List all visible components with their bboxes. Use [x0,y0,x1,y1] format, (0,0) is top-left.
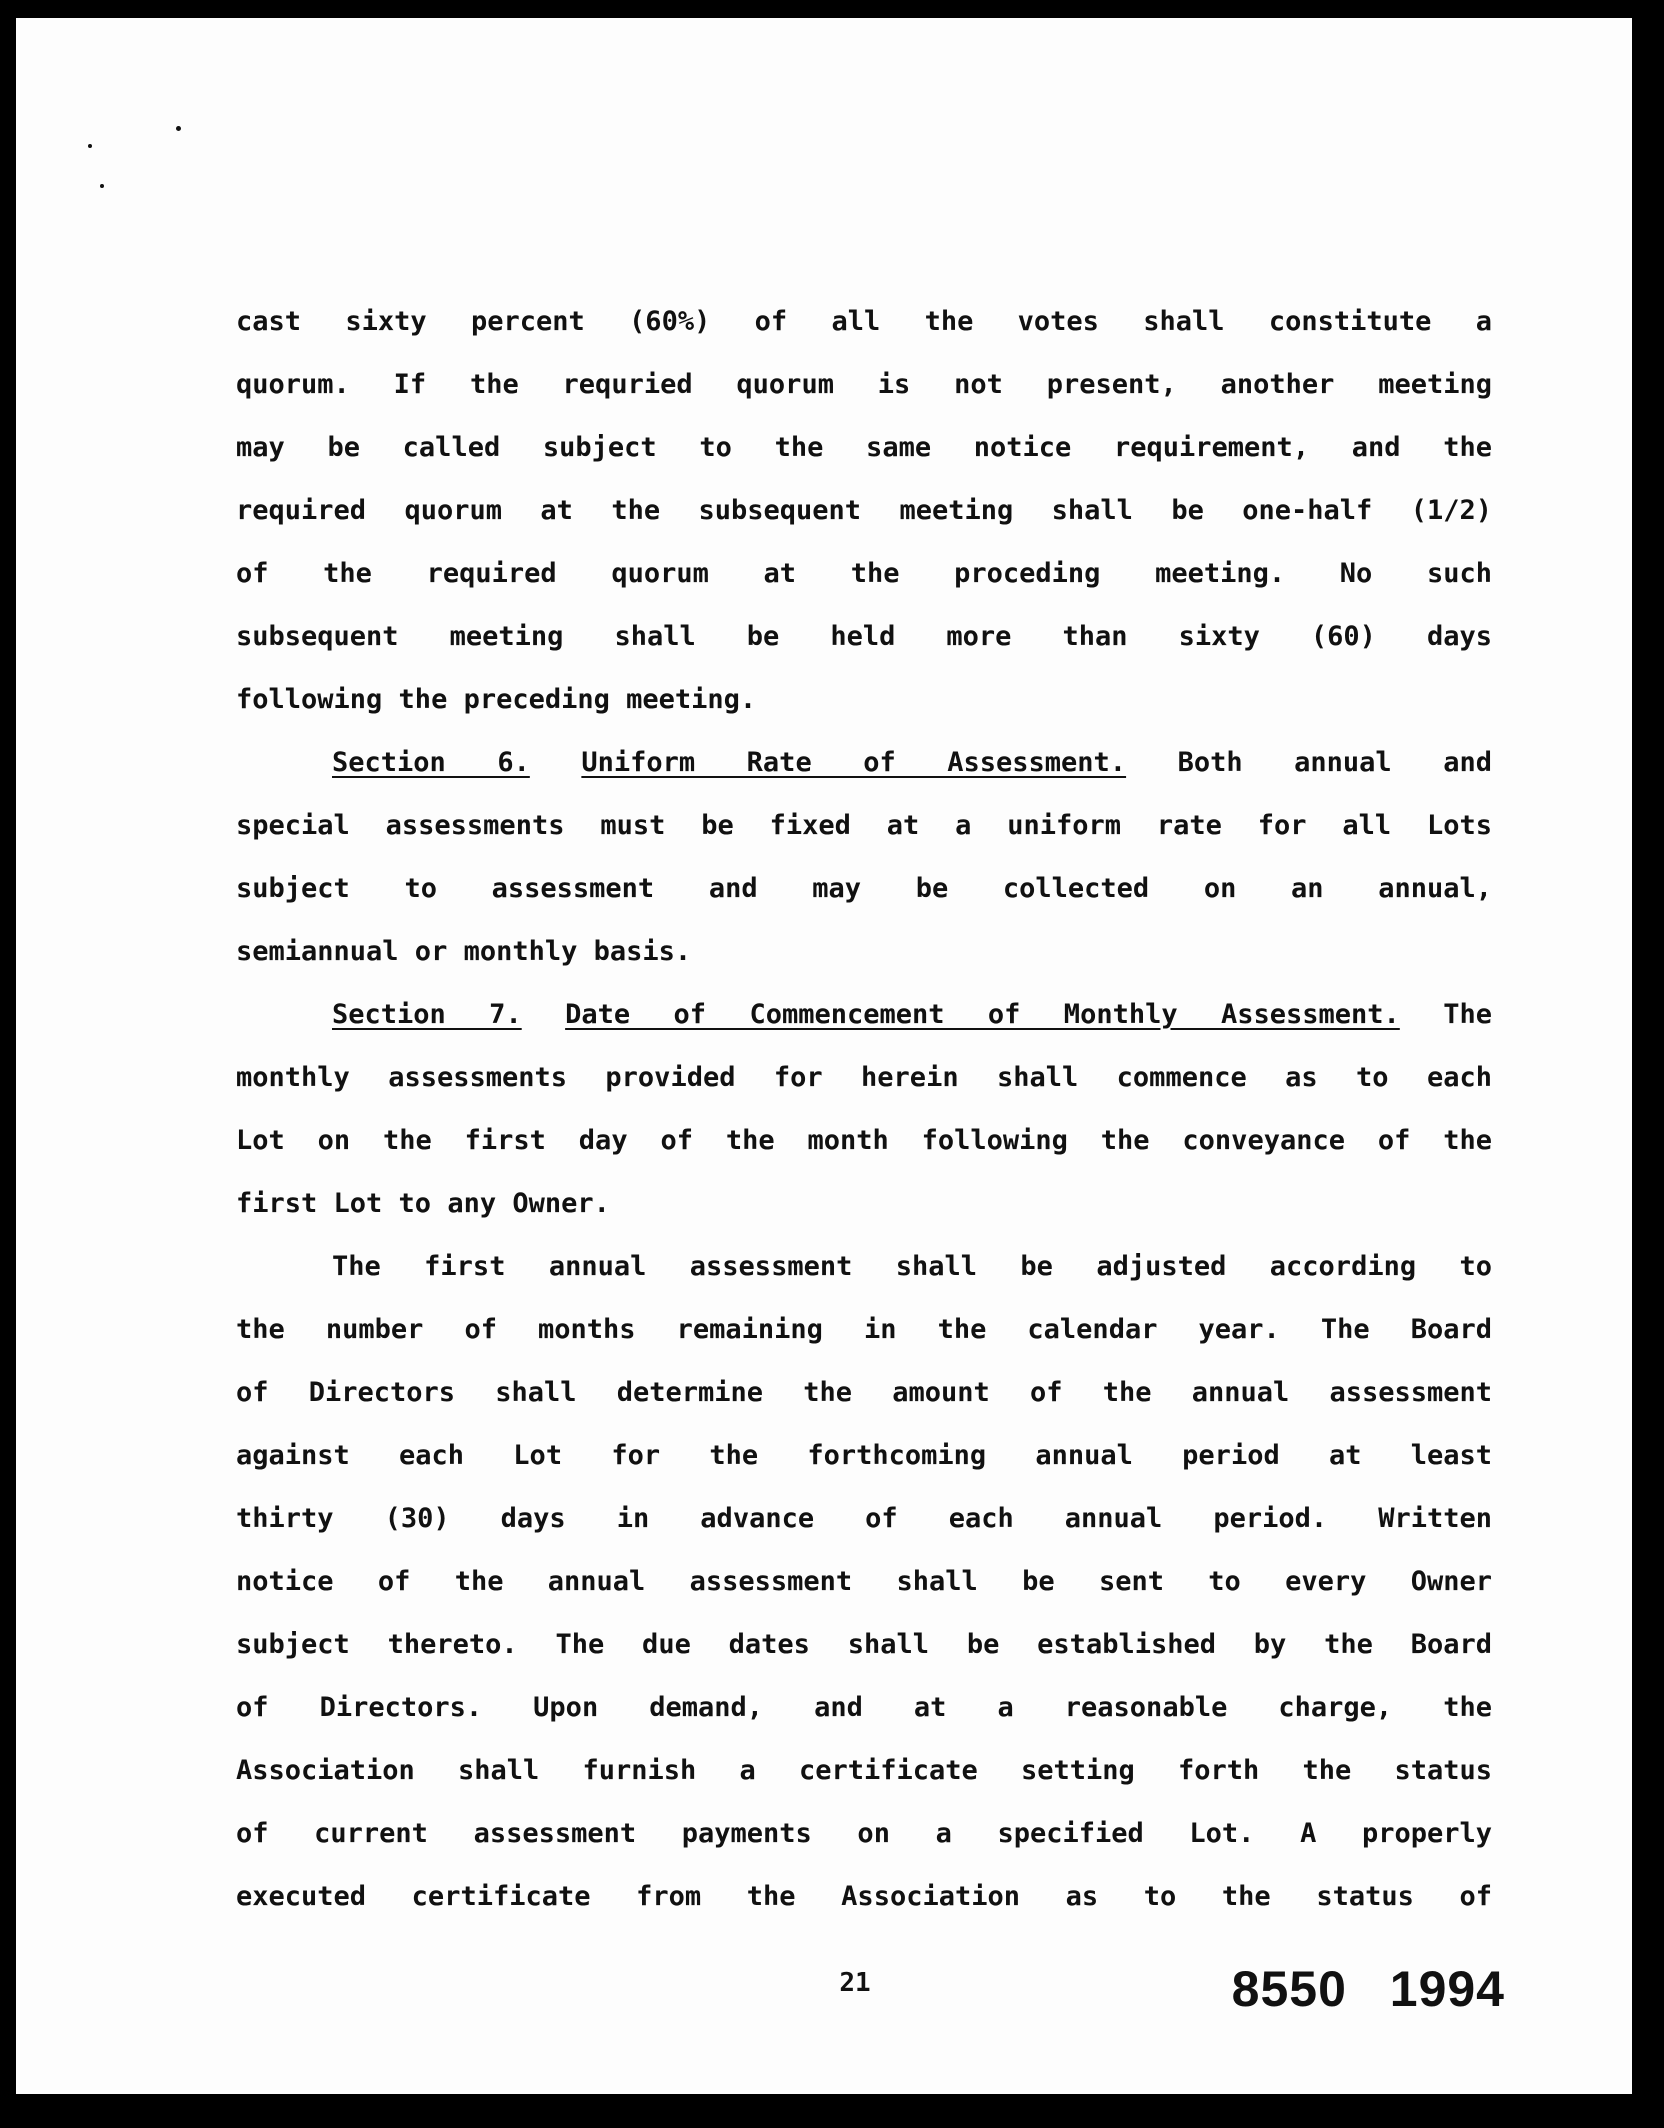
text-line: The first annual assessment shall be adjusted according to [332,1251,1492,1282]
section-heading-line [236,983,1492,1046]
section-number: Section 6. [332,747,530,778]
text-line: thirty (30) days in advance of each annual period. Written [236,1503,1492,1534]
section-7 [236,983,1492,1235]
text-line: notice of the annual assessment shall be sent to every Owner [236,1566,1492,1597]
text-line: subsequent meeting shall be held more than sixty (60) days [236,621,1492,652]
scan-speck [176,126,181,131]
paragraph-quorum [236,290,1492,731]
text-line: of the required quorum at the proceding meeting. No such [236,558,1492,589]
section-number: Section 7. [332,999,522,1030]
paragraph-annual-assessment [236,1235,1492,1928]
text-line: of current assessment payments on a specified Lot. A properly [236,1818,1492,1849]
text-line: may be called subject to the same notice requirement, and the [236,432,1492,463]
text-line: quorum. If the requried quorum is not present, another meeting [236,369,1492,400]
text-line: required quorum at the subsequent meeting shall be one-half (1/2) [236,495,1492,526]
section-6 [236,731,1492,983]
text-fragment: The [1443,999,1492,1030]
text-line: of Directors shall determine the amount of the annual assessment [236,1377,1492,1408]
text-line: following the preceding meeting. [236,684,757,715]
page-number: 21 [839,1968,871,1998]
text-line: Association shall furnish a certificate setting forth the status [236,1755,1492,1786]
text-line: subject to assessment and may be collected on an annual, [236,873,1492,904]
scan-speck [88,144,92,148]
section-title: Date of Commencement of Monthly Assessment. [565,999,1400,1030]
text-line: cast sixty percent (60%) of all the votes shall constitute a [236,306,1492,337]
section-heading-line [236,731,1492,794]
document-body [236,290,1492,1928]
text-line: monthly assessments provided for herein shall commence as to each [236,1062,1492,1093]
text-line: semiannual or monthly basis. [236,936,692,967]
text-line: special assessments must be fixed at a uniform rate for all Lots [236,810,1492,841]
section-title: Uniform Rate of Assessment. [581,747,1127,778]
text-line: the number of months remaining in the calendar year. The Board [236,1314,1492,1345]
text-line: subject thereto. The due dates shall be established by the Board [236,1629,1492,1660]
scan-speck [100,184,104,188]
document-id: 8550 1994 [1231,1961,1505,2017]
text-fragment: Both annual and [1177,747,1492,778]
text-line: first Lot to any Owner. [236,1188,610,1219]
text-line: Lot on the first day of the month following the conveyance of the [236,1125,1492,1156]
text-line: of Directors. Upon demand, and at a reasonable charge, the [236,1692,1492,1723]
text-line: executed certificate from the Association as to the status of [236,1881,1492,1912]
text-line: against each Lot for the forthcoming annual period at least [236,1440,1492,1471]
